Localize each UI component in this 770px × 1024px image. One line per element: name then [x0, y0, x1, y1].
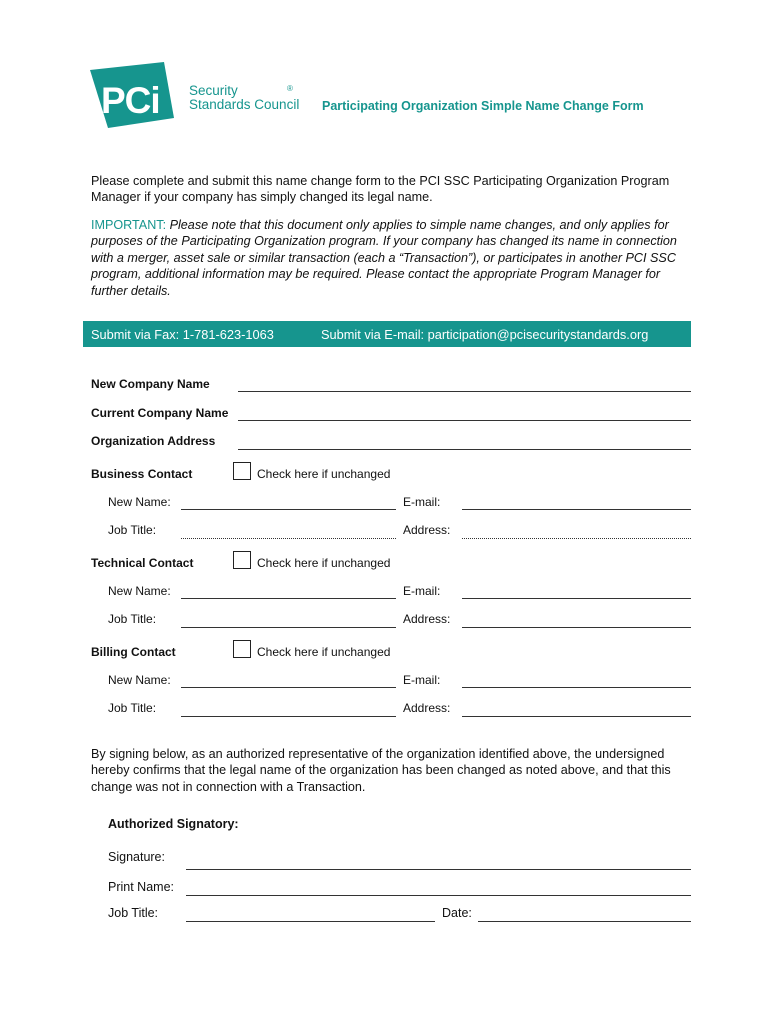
- current-company-name-field[interactable]: [238, 420, 691, 421]
- billing-address-label: Address:: [403, 701, 451, 715]
- pci-ssc-logo: [90, 62, 300, 132]
- date-field[interactable]: [478, 921, 691, 922]
- business-contact-label: Business Contact: [91, 467, 193, 481]
- submit-bar: [83, 321, 691, 347]
- logo-line-2: Standards Council: [189, 97, 300, 112]
- billing-new-name-label: New Name:: [108, 673, 171, 687]
- technical-unchanged-label: Check here if unchanged: [257, 556, 391, 570]
- organization-address-label: Organization Address: [91, 434, 216, 448]
- submit-email[interactable]: Submit via E-mail: participation@pcisecuritystandards.org: [321, 327, 649, 342]
- business-new-name-label: New Name:: [108, 495, 171, 509]
- organization-address-field[interactable]: [238, 449, 691, 450]
- billing-unchanged-checkbox[interactable]: [233, 640, 251, 658]
- technical-job-title-label: Job Title:: [108, 612, 157, 626]
- logo-registered-mark: ®: [287, 84, 293, 93]
- signing-statement: By signing below, as an authorized representative of the organization identified above, the undersigned hereby confirms that the legal name of the organization has been changed as noted above, and that this change was not in connection with a Transaction.: [91, 747, 671, 794]
- technical-address-label: Address:: [403, 612, 451, 626]
- billing-contact-label: Billing Contact: [91, 645, 176, 659]
- logo-line-1: Security: [189, 83, 238, 98]
- business-address-label: Address:: [403, 523, 451, 537]
- important-label: IMPORTANT:: [91, 218, 167, 232]
- business-unchanged-checkbox[interactable]: [233, 462, 251, 480]
- technical-new-name-label: New Name:: [108, 584, 171, 598]
- business-job-title-field[interactable]: [181, 538, 396, 539]
- billing-new-name-field[interactable]: [181, 687, 396, 688]
- technical-new-name-field[interactable]: [181, 598, 396, 599]
- date-label: Date:: [442, 906, 472, 920]
- print-name-field[interactable]: [186, 895, 691, 896]
- signature-label: Signature:: [108, 850, 165, 864]
- billing-job-title-field[interactable]: [181, 716, 396, 717]
- submit-fax: Submit via Fax: 1-781-623-1063: [91, 327, 274, 342]
- important-text: Please note that this document only applies to simple name changes, and only applies for purposes of the Participating Organization program. If your company has changed its name in connection with a merger, asset sale or similar transaction (each a “Transaction”), or participates in another PCI SSC program, additional information may be required. Please contact the appropriate Program Manager for further details.: [91, 218, 677, 298]
- billing-job-title-label: Job Title:: [108, 701, 157, 715]
- business-email-label: E-mail:: [403, 495, 441, 509]
- billing-email-label: E-mail:: [403, 673, 441, 687]
- current-company-name-label: Current Company Name: [91, 406, 229, 420]
- billing-unchanged-label: Check here if unchanged: [257, 645, 391, 659]
- business-email-field[interactable]: [462, 509, 691, 510]
- business-address-field[interactable]: [462, 538, 691, 539]
- signature-field[interactable]: [186, 869, 691, 870]
- new-company-name-field[interactable]: [238, 391, 691, 392]
- technical-email-field[interactable]: [462, 598, 691, 599]
- technical-contact-label: Technical Contact: [91, 556, 194, 570]
- billing-email-field[interactable]: [462, 687, 691, 688]
- important-paragraph: [91, 217, 691, 299]
- form-title: Participating Organization Simple Name Change Form: [322, 99, 644, 113]
- technical-job-title-field[interactable]: [181, 627, 396, 628]
- business-job-title-label: Job Title:: [108, 523, 157, 537]
- print-name-label: Print Name:: [108, 880, 174, 894]
- signatory-job-title-field[interactable]: [186, 921, 435, 922]
- business-unchanged-label: Check here if unchanged: [257, 467, 391, 481]
- new-company-name-label: New Company Name: [91, 377, 210, 391]
- signatory-job-title-label: Job Title:: [108, 906, 159, 920]
- business-new-name-field[interactable]: [181, 509, 396, 510]
- intro-paragraph: Please complete and submit this name change form to the PCI SSC Participating Organization Program Manager if your company has simply changed its legal name.: [91, 174, 670, 205]
- logo-mark-text: PCi: [101, 80, 160, 121]
- technical-unchanged-checkbox[interactable]: [233, 551, 251, 569]
- technical-email-label: E-mail:: [403, 584, 441, 598]
- authorized-signatory-heading: Authorized Signatory:: [108, 817, 239, 831]
- billing-address-field[interactable]: [462, 716, 691, 717]
- technical-address-field[interactable]: [462, 627, 691, 628]
